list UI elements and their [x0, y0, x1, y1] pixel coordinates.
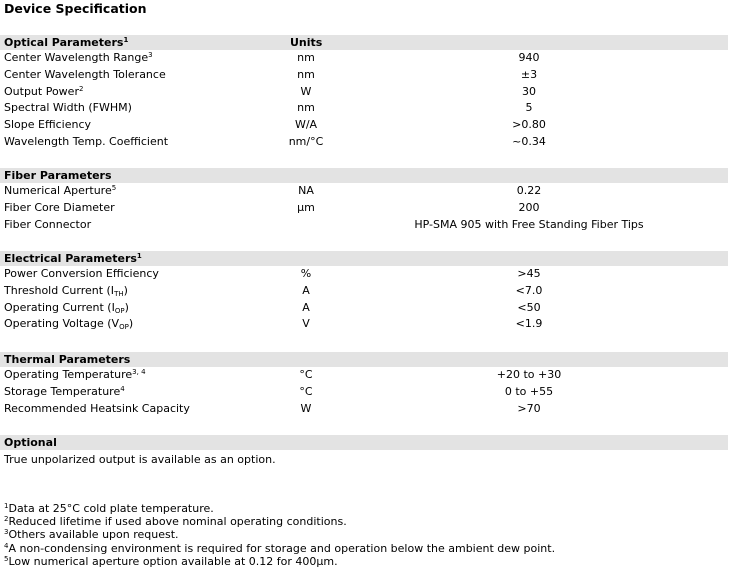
spec-row: Fiber Core Diameter µm 200	[0, 200, 728, 217]
parameter-name: Recommended Heatsink Capacity	[4, 401, 190, 415]
parameter-name: Operating Temperature$^{3, 4}$	[4, 368, 146, 381]
page-title: Device Specification	[4, 1, 147, 16]
parameter-name: Output Power$^2$	[4, 84, 84, 98]
section-header-optional	[0, 435, 728, 450]
spec-row: Operating Current $(I_{OP})$ A <50	[4, 300, 541, 315]
spec-row: Operating Temperature$^{3, 4}$ °C +20 to +30	[0, 367, 728, 384]
section-header-label: Optical Parameters$^1$	[4, 36, 129, 49]
parameter-name: Center Wavelength Range$^3$	[4, 51, 153, 64]
spec-row: Output Power$^2$ W 30	[0, 84, 728, 101]
section-header-label: Optional	[4, 436, 57, 449]
spec-row: Fiber Connector HP-SMA 905 with Free Standing Fiber Tips	[0, 217, 728, 234]
spec-row: Wavelength Temp. Coefficient nm/°C ~0.34	[0, 134, 728, 151]
parameter-name: Fiber Core Diameter	[4, 200, 115, 214]
section-header-electrical	[0, 251, 728, 266]
section-header-label: Fiber Parameters	[4, 169, 112, 182]
footnote: $^5$Low numerical aperture option available at 0.12 for 400µm.	[4, 554, 338, 568]
fiber-section	[0, 168, 728, 233]
spec-row: Threshold Current $(I_{TH})$ A <7.0	[4, 283, 543, 298]
section-header-thermal	[0, 352, 728, 367]
footnote: $^2$Reduced lifetime if used above nominal operating conditions.	[4, 515, 347, 529]
optional-section	[0, 435, 728, 450]
parameter-name: Threshold Current $(I_{TH})$	[4, 283, 128, 298]
parameter-name: Fiber Connector	[4, 217, 92, 231]
footnotes	[4, 502, 555, 568]
parameter-name: Spectral Width (FWHM)	[4, 101, 132, 115]
spec-row: Power Conversion Efficiency % >45	[0, 266, 728, 283]
parameter-name: Operating Current $(I_{OP})$	[4, 300, 129, 315]
spec-row: Operating Voltage $(V_{OP})$ V <1.9	[4, 317, 543, 332]
section-header-fiber	[0, 168, 728, 183]
parameter-name: Slope Efficiency	[4, 118, 92, 132]
section-header-label: Thermal Parameters	[4, 353, 131, 366]
optical-section	[0, 35, 728, 151]
spec-row: Storage Temperature$^4$ °C 0 to +55	[0, 384, 728, 401]
parameter-name: Power Conversion Efficiency	[4, 267, 159, 280]
parameter-name: Center Wavelength Tolerance	[4, 67, 166, 81]
footnote: $^3$Others available upon request.	[4, 528, 179, 542]
optional-note: True unpolarized output is available as an option.	[4, 453, 276, 466]
parameter-name: Wavelength Temp. Coefficient	[4, 134, 169, 148]
parameter-name: Storage Temperature$^4$	[4, 384, 125, 398]
spec-row: Slope Efficiency W/A >0.80	[0, 117, 728, 134]
parameter-name: Operating Voltage $(V_{OP})$	[4, 317, 134, 332]
spec-row: Center Wavelength Tolerance nm ±3	[0, 67, 728, 84]
spec-row: Spectral Width (FWHM) nm 5	[0, 100, 728, 117]
units-column-header: Units	[290, 36, 323, 49]
section-header-optical	[0, 35, 728, 50]
spec-row: Center Wavelength Range$^3$ nm 940	[0, 50, 728, 67]
footnote: $^1$Data at 25°C cold plate temperature.	[4, 502, 214, 515]
thermal-section	[0, 352, 728, 417]
spec-row: Recommended Heatsink Capacity W >70	[0, 401, 728, 418]
parameter-name: Numerical Aperture$^5$	[4, 184, 117, 197]
section-header-label: Electrical Parameters$^1$	[4, 252, 142, 265]
spec-row: Numerical Aperture$^5$ NA 0.22	[0, 183, 728, 200]
electrical-section	[0, 251, 728, 333]
footnote: $^4$A non-condensing environment is required for storage and operation below the ambient dew point.	[4, 541, 556, 555]
